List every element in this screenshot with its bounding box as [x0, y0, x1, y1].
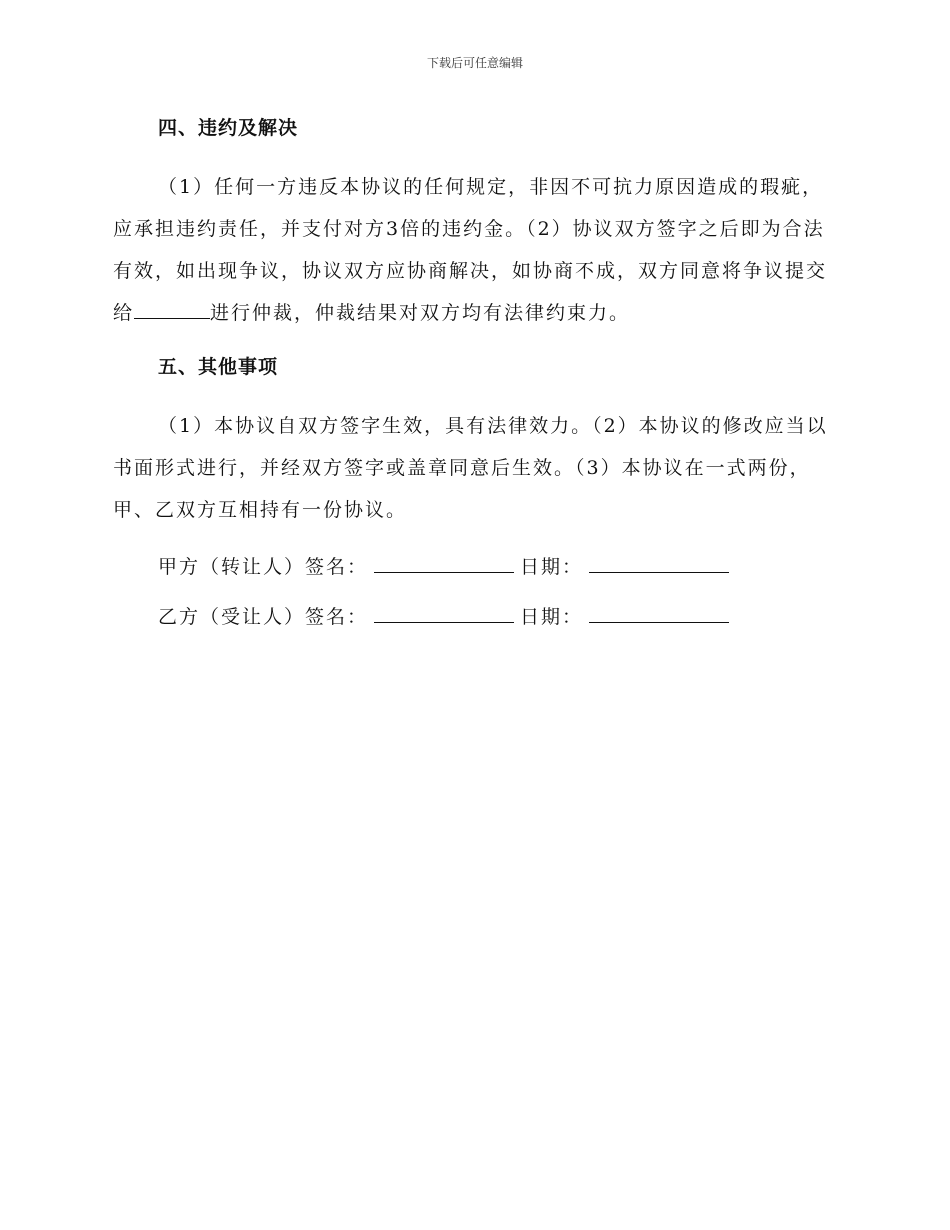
- section-4-text-after: 进行仲裁，仲裁结果对双方均有法律约束力。: [210, 302, 631, 324]
- section-4-title: 四、违约及解决: [158, 117, 299, 139]
- page-header: 下载后可任意编辑: [426, 56, 523, 70]
- party-b-sign-blank: [374, 621, 514, 623]
- party-b-date-label: 日期：: [520, 606, 584, 628]
- arbitration-blank: [134, 317, 210, 319]
- party-a-date-label: 日期：: [520, 556, 584, 578]
- party-a-sign-blank: [374, 571, 514, 573]
- party-b-label: 乙方（受让人）签名：: [158, 606, 369, 628]
- document-body: [113, 110, 837, 646]
- section-5-title: 五、其他事项: [158, 356, 279, 378]
- party-a-label: 甲方（转让人）签名：: [158, 556, 369, 578]
- section-4-text-before: （1）任何一方违反本协议的任何规定，非因不可抗力原因造成的瑕疵，应承担违约责任，并支付对方3倍的违约金。（2）协议双方签字之后即为合法有效，如出现争议，协议双方应协商解决，如协商不成，双方同意将争议提交给: [113, 176, 828, 324]
- party-a-signature-line: [113, 546, 837, 588]
- party-b-date-blank: [589, 621, 729, 623]
- section-5-paragraph: （1）本协议自双方签字生效，具有法律效力。（2）本协议的修改应当以书面形式进行，并经双方签字或盖章同意后生效。（3）本协议在一式两份，甲、乙双方互相持有一份协议。: [113, 415, 828, 521]
- party-a-date-blank: [589, 571, 729, 573]
- party-b-signature-line: [113, 596, 837, 638]
- section-4-paragraph: [113, 166, 837, 334]
